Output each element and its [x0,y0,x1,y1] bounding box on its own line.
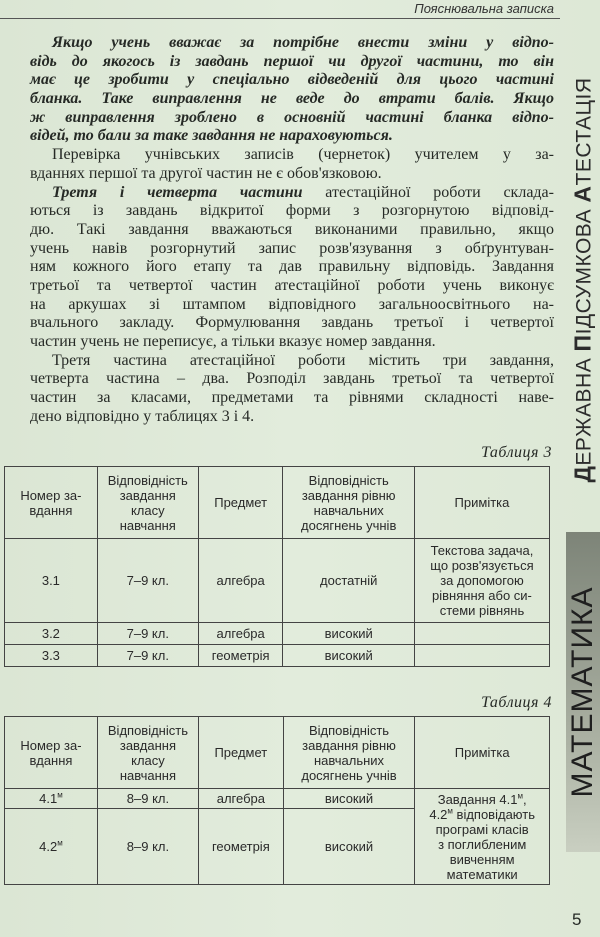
table-cell: алгебра [198,623,283,645]
table-row [5,623,550,645]
text-line: бланка. Таке виправлення не веде до втрати балів. Якщо [30,90,554,108]
text-line: учень навів розгорнутий запис розв'язування з обґрунтуван- [30,239,554,257]
note-text: Завдання 4.1 [437,791,518,807]
table-cell: алгебра [198,789,283,809]
table-cell: 8–9 кл. [97,809,198,885]
note-text: відповідають програмі класів з поглибленим вивченням математики [435,806,535,882]
table-cell: 7–9 кл. [97,623,198,645]
column-header: Номер за- вдання [5,717,98,789]
running-header-title: Пояснювальна записка [414,1,554,16]
task-number: 4.2 [39,839,58,854]
text-line: частин учень не переписує, а тільки вказує номер завдання. [30,333,436,350]
column-header: Предмет [198,717,283,789]
text-line: вчального закладу. Формулювання завдань третьої і четвертої [30,314,554,332]
table-4 [4,716,550,885]
table-header-row [5,467,550,539]
text-line: вданнях першої та другої частин не є обов'язковою. [30,164,382,182]
paragraph-correction-rules [30,34,554,146]
table-cell: високий [283,789,415,809]
table-cell: високий [283,809,415,885]
column-header: Відповідність завдання рівню навчальних досягнень учнів [283,467,414,539]
table-header-row [5,717,550,789]
table-cell: Текстова задача, що розв'язується за допомогою рівняння або си- стеми рівнянь [414,539,549,623]
text-line [30,184,554,203]
table-cell: 3.1 [5,539,98,623]
side-tab-subject [566,532,600,852]
table-row [5,645,550,667]
text-line: частин за класами, предметами та рівнями складності наве- [30,389,554,407]
emphasis: Третя і четверта частини [52,183,303,201]
column-header: Предмет [198,467,283,539]
column-header: Відповідність завдання класу навчання [97,467,198,539]
table-cell: достатній [283,539,414,623]
table-cell [5,789,98,809]
text-line: дено відповідно у таблицях 3 і 4. [30,407,255,425]
column-header: Відповідність завдання класу навчання [97,717,198,789]
text-span: атестаційної роботи склада- [302,183,554,201]
table-3 [4,466,550,667]
table-cell: 3.2 [5,623,98,645]
table-cell [414,645,549,667]
page-number: 5 [572,910,582,929]
text-line: третьої та четвертої частин атестаційної роботи учень виконує [30,276,554,294]
text-line: Якщо учень вважає за потрібне внести зміни у відпо- [52,34,554,51]
table-row [5,539,550,623]
column-header: Номер за- вдання [5,467,98,539]
text-line: відь до якогось із завдань першої чи другої частини, то він [30,52,554,70]
table-cell: геометрія [198,809,283,885]
text-line: дю. Такі завдання вважаються виконаними правильно, якщо [30,220,554,238]
column-header: Примітка [414,467,549,539]
table-cell: 7–9 кл. [97,539,198,623]
text-line: ються із завдань відкритої форми з розгорнутою відповід- [30,202,554,220]
table-cell: високий [283,645,414,667]
side-tab-subject-title: МАТЕМАТИКА [566,586,599,798]
table-cell [5,809,98,885]
table-cell-note [415,789,550,885]
column-header: Примітка [415,717,550,789]
superscript: м [447,806,453,816]
superscript: м [57,790,63,800]
table3-caption: Таблиця 3 [481,444,552,461]
note-text: , [522,791,527,807]
text-line: відей, то бали за таке завдання не нараховуються. [30,127,393,145]
text-line: четверта частина – два. Розподіл завдань третьої та четвертої [30,370,554,388]
text-line: Перевірка учнівських записів (чернеток) учителем у за- [52,146,554,164]
running-header [0,0,560,19]
table4-caption: Таблиця 4 [481,694,552,711]
column-header: Відповідність завдання рівню навчальних досягнень учнів [283,717,415,789]
superscript: м [57,838,63,848]
table-cell: 8–9 кл. [97,789,198,809]
side-tab-exam-title: ДЕРЖАВНА ПІДСУМКОВА АТЕСТАЦІЯ [569,77,596,483]
text-line: має це зробити у спеціально відведеній для цього частині [30,71,554,89]
table-cell [414,623,549,645]
table-row [5,789,550,809]
text-line: ням кожного його етапу та дав правильну відповідь. Завдання [30,258,554,276]
table-cell: геометрія [198,645,283,667]
table-cell: алгебра [198,539,283,623]
body-text [30,34,554,426]
table-cell: 3.3 [5,645,98,667]
text-line: Третя частина атестаційної роботи містить три завдання, [52,351,554,369]
text-line: ж виправлення зроблено в основній частині бланка відпо- [30,108,554,126]
paragraph-draft-check [30,146,554,183]
superscript: м [517,791,523,801]
text-line: на аркушах зі штампом відповідного загальноосвітнього на- [30,295,554,313]
note-text: 4.2 [429,806,448,822]
paragraph-parts-three-four [30,184,554,352]
side-tab-exam [566,40,600,520]
table-cell: 7–9 кл. [97,645,198,667]
task-number: 4.1 [39,791,58,806]
paragraph-task-distribution [30,352,554,427]
table-cell: високий [283,623,414,645]
